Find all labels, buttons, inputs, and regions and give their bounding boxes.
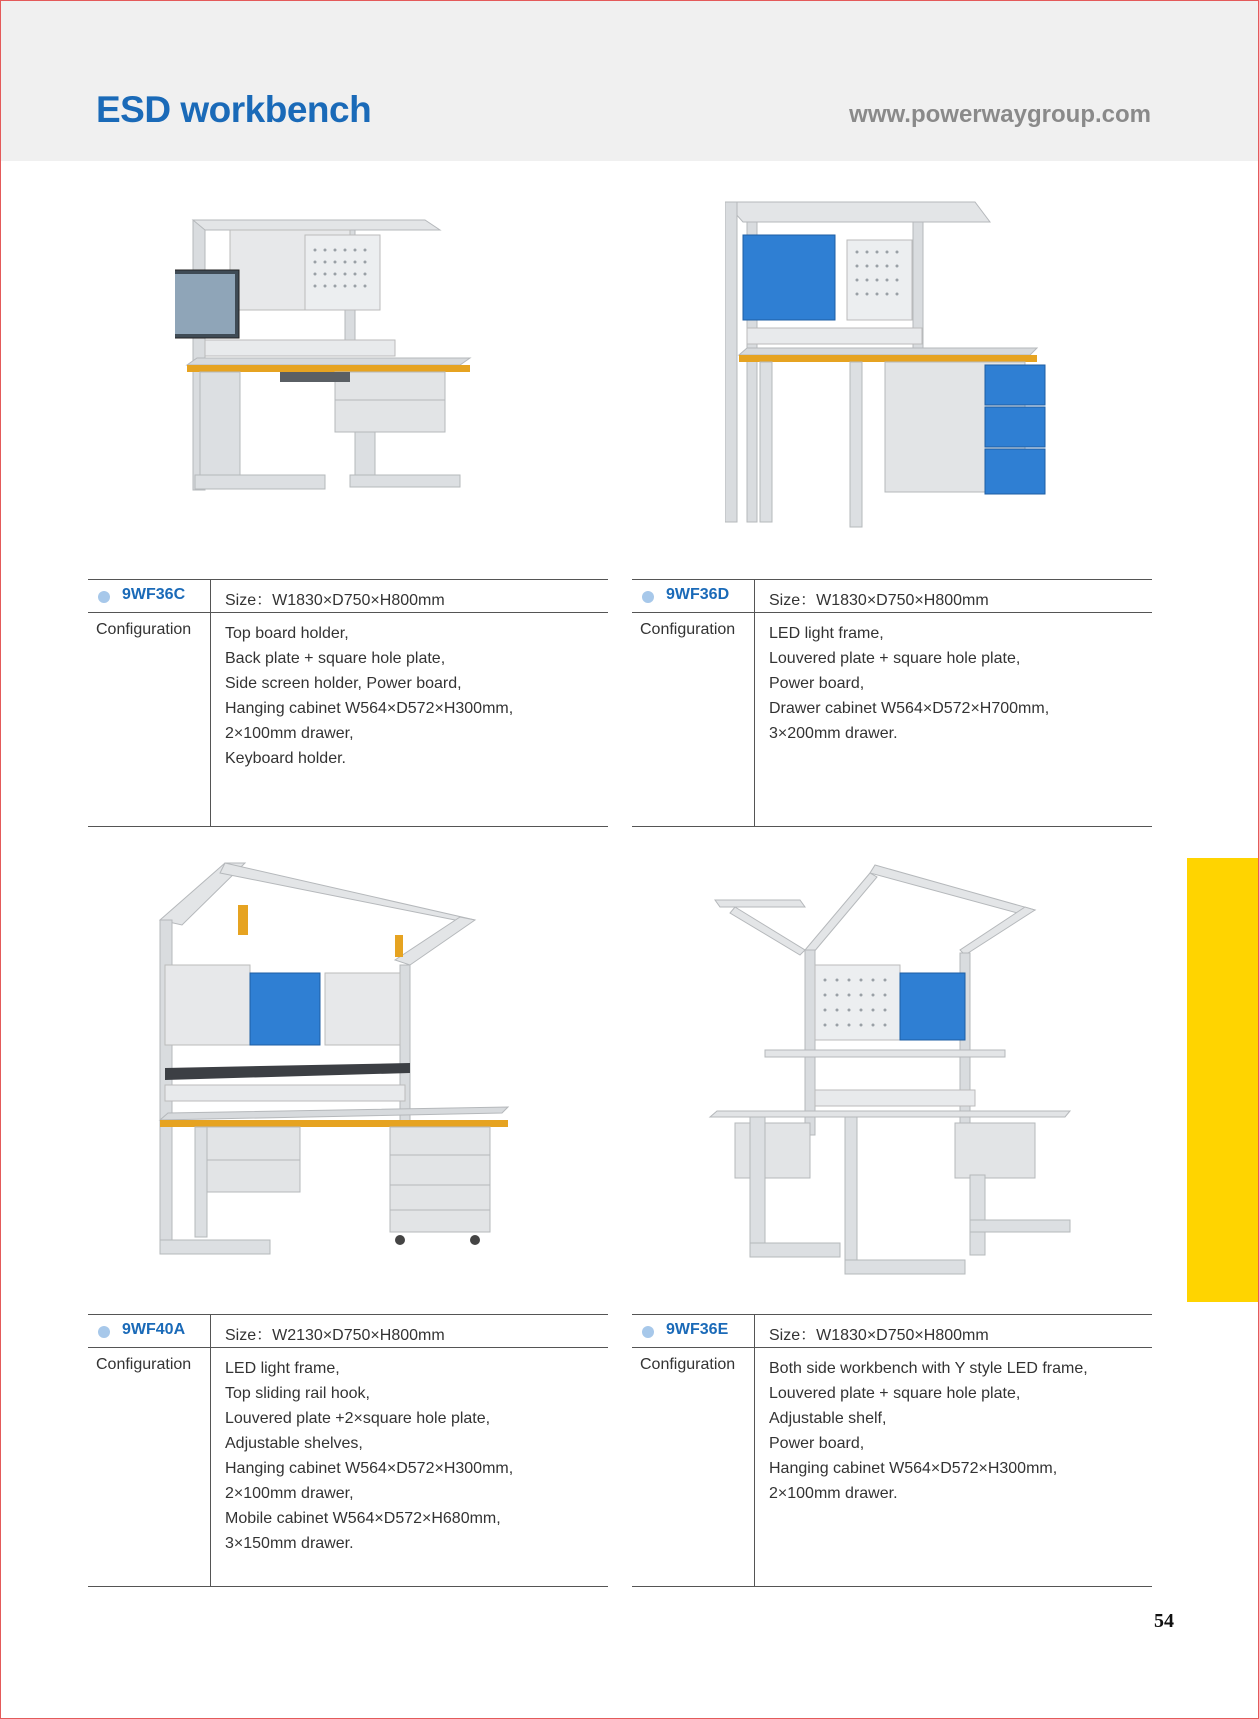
config-line: 3×200mm drawer. <box>769 725 898 742</box>
config-line: Louvered plate + square hole plate, <box>769 650 1021 667</box>
model-code: 9WF36E <box>666 1321 729 1338</box>
config-line: Keyboard holder. <box>225 750 346 767</box>
table-bottom-rule <box>632 826 1152 827</box>
model-size: Size：W1830×D750×H800mm <box>769 592 989 609</box>
configuration-list <box>769 1356 1088 1506</box>
website-url[interactable]: www.powerwaygroup.com <box>849 101 1151 128</box>
configuration-list <box>225 621 513 771</box>
config-line: 2×100mm drawer, <box>225 1485 354 1502</box>
bullet-dot-icon <box>642 591 654 603</box>
config-line: 2×100mm drawer. <box>769 1485 898 1502</box>
model-size: Size：W1830×D750×H800mm <box>225 592 445 609</box>
table-bottom-rule <box>632 1586 1152 1587</box>
model-code: 9WF40A <box>122 1321 186 1338</box>
page-title: ESD workbench <box>96 89 372 130</box>
model-size: Size：W1830×D750×H800mm <box>769 1327 989 1344</box>
model-size: Size：W2130×D750×H800mm <box>225 1327 445 1344</box>
config-line: LED light frame, <box>225 1360 340 1377</box>
config-line: 3×150mm drawer. <box>225 1535 354 1552</box>
bullet-dot-icon <box>98 1326 110 1338</box>
configuration-list <box>225 1356 513 1556</box>
configuration-label: Configuration <box>96 621 192 638</box>
config-line: Power board, <box>769 1435 865 1452</box>
config-line: Both side workbench with Y style LED frame, <box>769 1360 1088 1377</box>
config-line: Mobile cabinet W564×D572×H680mm, <box>225 1510 501 1527</box>
column-divider <box>754 579 755 827</box>
config-line: Louvered plate +2×square hole plate, <box>225 1410 491 1427</box>
configuration-list <box>769 621 1049 746</box>
column-divider <box>210 1314 211 1587</box>
configuration-label: Configuration <box>640 1356 736 1373</box>
config-line: Top board holder, <box>225 625 349 642</box>
config-line: Power board, <box>769 675 865 692</box>
workbench-9wf36c-image <box>175 200 515 560</box>
config-line: Hanging cabinet W564×D572×H300mm, <box>225 1460 514 1477</box>
workbench-9wf36d-image <box>725 200 1065 555</box>
page-header <box>1 1 1258 161</box>
configuration-label: Configuration <box>96 1356 192 1373</box>
config-line: Back plate + square hole plate, <box>225 650 446 667</box>
spec-header-row <box>632 1314 1152 1348</box>
column-divider <box>754 1314 755 1587</box>
bullet-dot-icon <box>98 591 110 603</box>
config-line: Adjustable shelves, <box>225 1435 363 1452</box>
config-line: Louvered plate + square hole plate, <box>769 1385 1021 1402</box>
spec-header-row <box>88 1314 608 1348</box>
config-line: LED light frame, <box>769 625 884 642</box>
config-line: Drawer cabinet W564×D572×H700mm, <box>769 700 1050 717</box>
table-bottom-rule <box>88 826 608 827</box>
section-tab <box>1187 858 1259 1302</box>
config-line: Side screen holder, Power board, <box>225 675 462 692</box>
model-code: 9WF36D <box>666 586 730 603</box>
config-line: 2×100mm drawer, <box>225 725 354 742</box>
config-line: Hanging cabinet W564×D572×H300mm, <box>225 700 514 717</box>
workbench-9wf36e-image <box>705 855 1075 1295</box>
spec-header-row <box>88 579 608 613</box>
column-divider <box>210 579 211 827</box>
config-line: Adjustable shelf, <box>769 1410 887 1427</box>
config-line: Hanging cabinet W564×D572×H300mm, <box>769 1460 1058 1477</box>
config-line: Top sliding rail hook, <box>225 1385 370 1402</box>
workbench-9wf40a-image <box>150 855 510 1295</box>
page-number: 54 <box>1154 1610 1174 1632</box>
table-bottom-rule <box>88 1586 608 1587</box>
bullet-dot-icon <box>642 1326 654 1338</box>
model-code: 9WF36C <box>122 586 186 603</box>
spec-header-row <box>632 579 1152 613</box>
configuration-label: Configuration <box>640 621 736 638</box>
